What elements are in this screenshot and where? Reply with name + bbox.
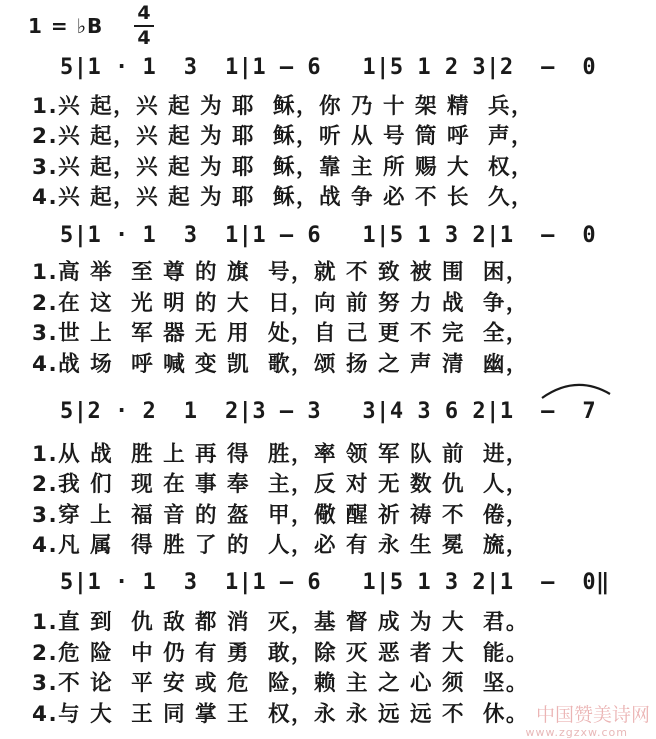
lyric-line-2-3: 3.世 上 军 器 无 用 处，自 己 更 不 完 全， [32, 321, 529, 346]
lyric-line-1-3: 3.兴 起，兴 起 为 耶 稣，靠 主 所 赐 大 权， [32, 155, 534, 180]
lyric-line-4-4: 4.与 大 王 同 掌 王 权，永 永 远 远 不 休。 [32, 702, 529, 727]
time-signature-top: 4 [137, 2, 151, 24]
lyric-line-4-3: 3.不 论 平 安 或 危 险，赖 主 之 心 须 坚。 [32, 671, 529, 696]
lyric-line-1-1: 1.兴 起，兴 起 为 耶 稣，你 乃 十 架 精 兵， [32, 94, 534, 119]
lyric-line-2-4: 4.战 场 呼 喊 变 凯 歌，颂 扬 之 声 清 幽， [32, 352, 529, 377]
lyric-line-3-3: 3.穿 上 福 音 的 盔 甲，儆 醒 祈 祷 不 倦， [32, 503, 529, 528]
notation-line-4: 5|1 · 1 3 1|1 — 6 1|5 1 3 2|1 — 0‖ [60, 570, 610, 595]
lyric-line-4-1: 1.直 到 仇 敌 都 消 灭，基 督 成 为 大 君。 [32, 610, 529, 635]
notation-line-1: 5|1 · 1 3 1|1 — 6 1|5 1 2 3|2 — 0 [60, 55, 597, 80]
time-signature-bottom: 4 [137, 27, 151, 49]
lyric-line-2-2: 2.在 这 光 明 的 大 日，向 前 努 力 战 争， [32, 291, 529, 316]
notation-line-3: 5|2 · 2 1 2|3 — 3 3|4 3 6 2|1 — 7 [60, 399, 597, 424]
lyric-line-3-1: 1.从 战 胜 上 再 得 胜，率 领 军 队 前 进， [32, 442, 529, 467]
notation-line-2: 5|1 · 1 3 1|1 — 6 1|5 1 3 2|1 — 0 [60, 223, 597, 248]
time-signature [134, 4, 154, 48]
watermark-url: www.zgzxw.com [525, 726, 628, 739]
lyric-line-1-4: 4.兴 起，兴 起 为 耶 稣，战 争 必 不 长 久， [32, 185, 534, 210]
tie-slur [540, 378, 612, 400]
lyric-line-3-2: 2.我 们 现 在 事 奉 主，反 对 无 数 仇 人， [32, 472, 529, 497]
lyric-line-1-2: 2.兴 起，兴 起 为 耶 稣，听 从 号 筒 呼 声， [32, 124, 534, 149]
lyric-line-3-4: 4.凡 属 得 胜 了 的 人，必 有 永 生 冕 旒， [32, 533, 529, 558]
watermark-logo-text: 中国赞美诗网 [535, 704, 650, 726]
key-signature: 1 = ♭B [28, 14, 104, 38]
lyric-line-2-1: 1.高 举 至 尊 的 旗 号，就 不 致 被 围 困， [32, 260, 529, 285]
lyric-line-4-2: 2.危 险 中 仍 有 勇 敢，除 灭 恶 者 大 能。 [32, 641, 529, 666]
